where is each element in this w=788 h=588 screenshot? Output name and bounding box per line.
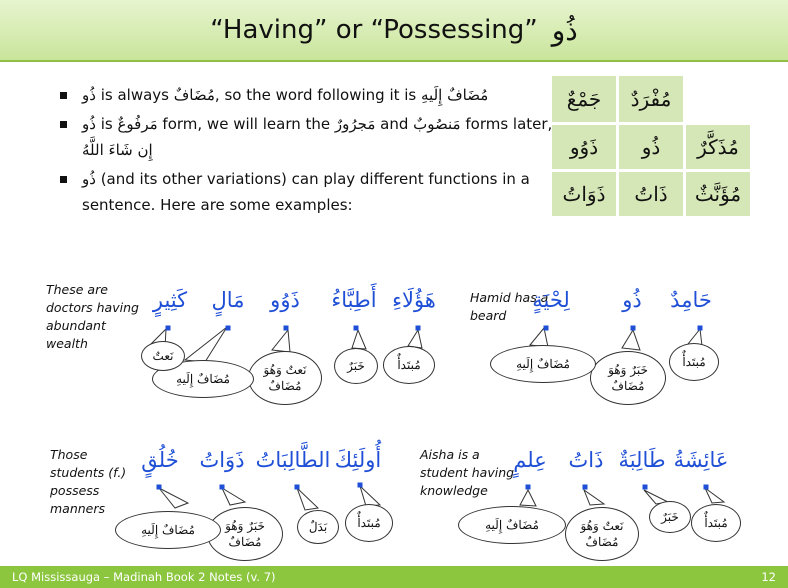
arabic-term: مُضَافٌ [173, 86, 215, 104]
example-caption: Hamid has a beard [470, 290, 549, 323]
example-caption: Aisha is a student having knowledge [420, 447, 515, 498]
example-caption: Those students (f.) possess manners [50, 447, 127, 516]
grammar-label-bubble: مُضَافٌ إِلَيهِ [458, 506, 566, 544]
arabic-word: أَطِبَّاءُ [331, 288, 377, 312]
table-header-cell: مُفْرَدٌ [619, 76, 683, 122]
arabic-word: مَالٍ [211, 288, 245, 312]
bullet-text: (and its other variations) can play different functions in a sentence. Here are some examples: [82, 170, 530, 214]
word-marker [643, 485, 648, 490]
word-marker [526, 485, 531, 490]
table-empty-cell [686, 76, 750, 122]
arabic-word: لِحْيَةٍ [532, 288, 570, 312]
arabic-word: عِلمٍ [513, 448, 547, 472]
word-marker [226, 326, 231, 331]
grammar-label-bubble: مُضَافٌ إِلَيهِ [115, 511, 221, 549]
bullet-item [60, 111, 560, 163]
word-marker [358, 483, 363, 488]
arabic-word: عَائِشَةُ [673, 448, 729, 472]
arabic-word: أُولَئِكَ [334, 448, 382, 472]
grammar-label-bubble: مُضَافٌ إِلَيهِ [152, 360, 254, 398]
bullet-text: is always [95, 86, 174, 104]
page-title [210, 14, 578, 47]
table-cell: ذَوُو [552, 125, 616, 169]
forms-table [552, 76, 750, 216]
bullet-item [60, 82, 560, 108]
table-row-label: مُؤَنَّثٌ [686, 172, 750, 216]
arabic-term: ذُو [82, 115, 96, 133]
arabic-word: ذَوَاتُ [199, 448, 245, 472]
arabic-word: ذَاتُ [568, 448, 604, 472]
footer [0, 566, 788, 588]
arabic-term: ذُو [82, 86, 96, 104]
arabic-word: ذُو [622, 288, 642, 312]
grammar-label-bubble: خَبَرٌ وَهُوَ مُضَافٌ [590, 351, 666, 405]
table-cell: ذَوَاتُ [552, 172, 616, 216]
grammar-label-bubble: بَدَلٌ [297, 510, 339, 544]
table-row-label: مُذَكَّرٌ [686, 125, 750, 169]
arabic-term: ذُو [82, 170, 96, 188]
word-marker [416, 326, 421, 331]
grammar-label-bubble: مُبتَدأٌ [669, 343, 719, 381]
arabic-word: حَامِدٌ [670, 288, 712, 312]
table-cell: ذَاتُ [619, 172, 683, 216]
arabic-word: هَؤُلَاءِ [392, 288, 436, 312]
bullet-text: forms later, [460, 115, 553, 133]
bullet-text: and [375, 115, 414, 133]
page-number: 12 [761, 570, 776, 584]
bullet-text: , so the word following it is [214, 86, 422, 104]
title-arabic: ذُو [551, 13, 578, 47]
arabic-term: مَجرُورٌ [334, 115, 376, 133]
title-bar [0, 0, 788, 62]
word-marker [704, 485, 709, 490]
arabic-term: مَنصُوبٌ [413, 115, 461, 133]
grammar-label-bubble: خَبَرٌ [334, 348, 378, 384]
word-marker [295, 485, 300, 490]
word-marker [157, 485, 162, 490]
word-marker [284, 326, 289, 331]
word-marker [166, 326, 171, 331]
arabic-word: طَالِبَةٌ [618, 448, 666, 472]
word-marker [631, 326, 636, 331]
grammar-label-bubble: مُضَافٌ إِلَيهِ [490, 345, 596, 383]
arabic-word: الطَّالِبَاتُ [255, 448, 331, 472]
grammar-label-bubble: نَعتٌ وَهُوَ مُضَافٌ [565, 507, 639, 561]
title-text: “Having” or “Possessing” [210, 15, 538, 45]
bullet-list [60, 82, 560, 221]
arabic-word: كَثِيرٍ [152, 288, 188, 312]
table-cell: ذُو [619, 125, 683, 169]
grammar-label-bubble: نَعتٌ وَهُوَ مُضَافٌ [248, 351, 322, 405]
grammar-label-bubble: مُبتَدأٌ [345, 504, 393, 542]
bullet-text: is [95, 115, 118, 133]
arabic-term: مُضَافٌ إِلَيهِ [421, 86, 489, 104]
grammar-label-bubble: نَعتٌ [141, 341, 185, 371]
arabic-word: ذَوُو [270, 288, 300, 312]
word-marker [220, 485, 225, 490]
grammar-label-bubble: مُبتَدأٌ [691, 504, 741, 542]
arabic-term: مَرفُوعٌ [117, 115, 158, 133]
footer-text: LQ Mississauga – Madinah Book 2 Notes (v. 7) [12, 570, 276, 584]
table-header-cell: جَمْعٌ [552, 76, 616, 122]
example-caption: These are doctors having abundant wealth [46, 282, 139, 351]
word-marker [698, 326, 703, 331]
grammar-label-bubble: مُبتَدأٌ [383, 346, 435, 384]
arabic-word: خُلُقٍ [141, 448, 179, 472]
word-marker [583, 485, 588, 490]
grammar-label-bubble: خَبَرٌ [649, 501, 691, 533]
bullet-text: form, we will learn the [157, 115, 335, 133]
grammar-label-bubble: خَبَرٌ وَهُوَ مُضَافٌ [207, 507, 283, 561]
word-marker [354, 326, 359, 331]
word-marker [544, 326, 549, 331]
arabic-term: إِن شَاءَ اللَّهُ [82, 141, 153, 159]
bullet-item [60, 166, 560, 218]
